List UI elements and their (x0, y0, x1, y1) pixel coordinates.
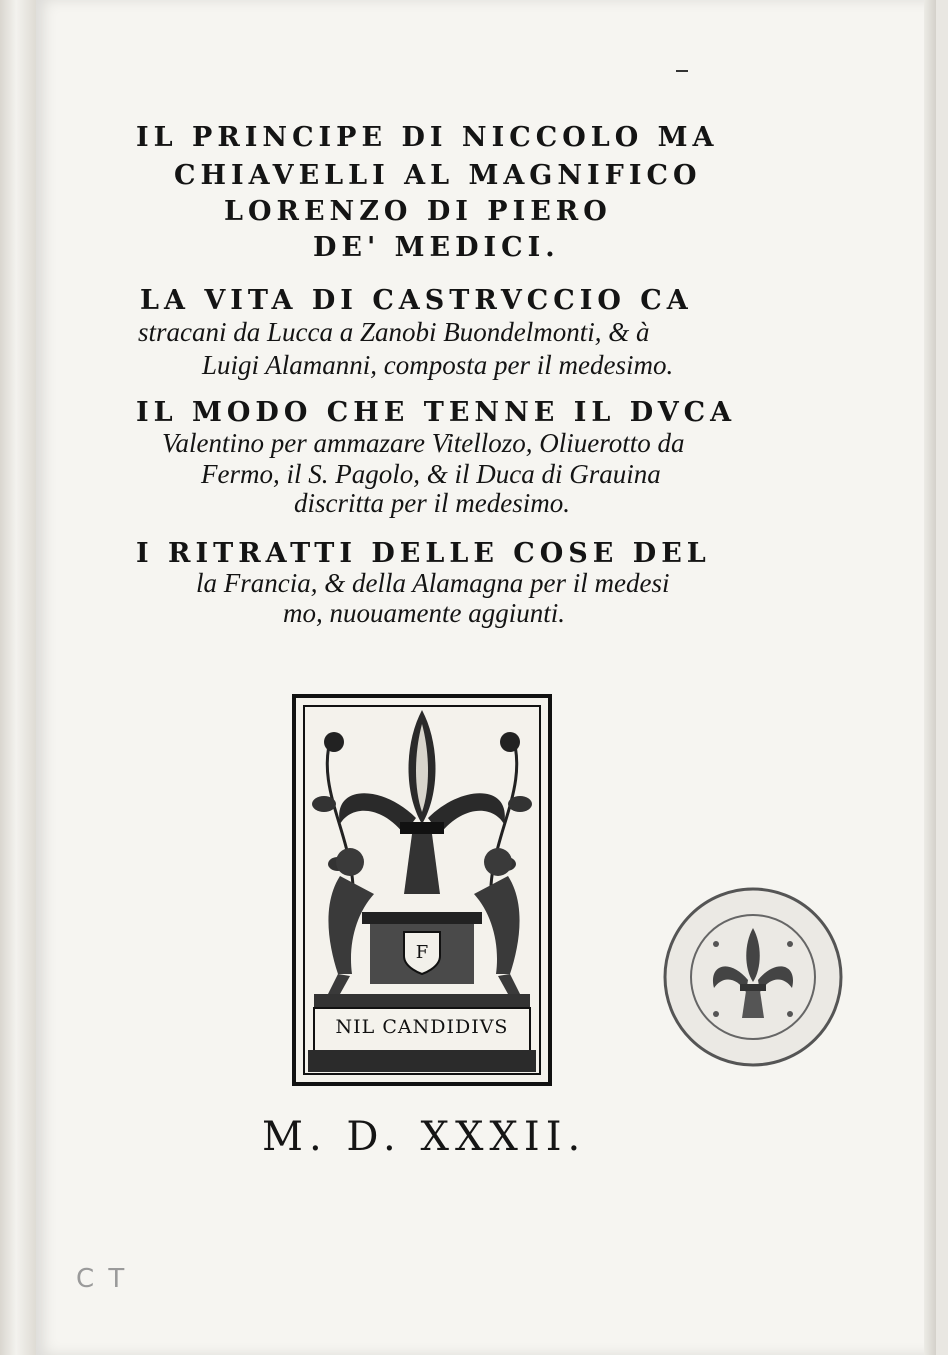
duca-line-1: Valentino per ammazare Vitellozo, Oliuerotto da (162, 428, 685, 458)
ritratti-line-1: la Francia, & della Alamagna per il medesi (196, 568, 670, 598)
duca-line-2: Fermo, il S. Pagolo, & il Duca di Grauina (201, 459, 661, 489)
castruccio-line-1: stracani da Lucca a Zanobi Buondelmonti, & à (138, 317, 650, 347)
book-binding-gutter (0, 0, 37, 1355)
printers-mark-woodcut (292, 694, 552, 1086)
title-line-3: LORENZO DI PIERO (224, 196, 612, 227)
pencil-shelfmark-note: C T (76, 1264, 128, 1294)
printers-mark-motto: NIL CANDIDIVS (335, 1016, 509, 1038)
title-line-4: DE' MEDICI. (313, 232, 560, 263)
ritratti-heading: I RITRATTI DELLE COSE DEL (136, 538, 711, 569)
title-line-1: IL PRINCIPE DI NICCOLO MA (136, 122, 719, 153)
duca-line-3: discritta per il medesimo. (294, 488, 570, 518)
ritratti-line-2: mo, nuouamente aggiunti. (283, 598, 565, 628)
castruccio-heading: LA VITA DI CASTRVCCIO CA (140, 285, 693, 316)
library-stamp-seal-image (660, 884, 846, 1070)
title-line-2: CHIAVELLI AL MAGNIFICO (174, 160, 702, 191)
shield-letter: F (415, 942, 429, 963)
printed-dash-mark (676, 70, 688, 72)
castruccio-line-2: Luigi Alamanni, composta per il medesimo. (202, 350, 674, 380)
imprint-date: M. D. XXXII. (262, 1114, 587, 1160)
library-stamp (660, 884, 846, 1070)
duca-heading: IL MODO CHE TENNE IL DVCA (136, 397, 737, 428)
page-edge (924, 0, 936, 1355)
